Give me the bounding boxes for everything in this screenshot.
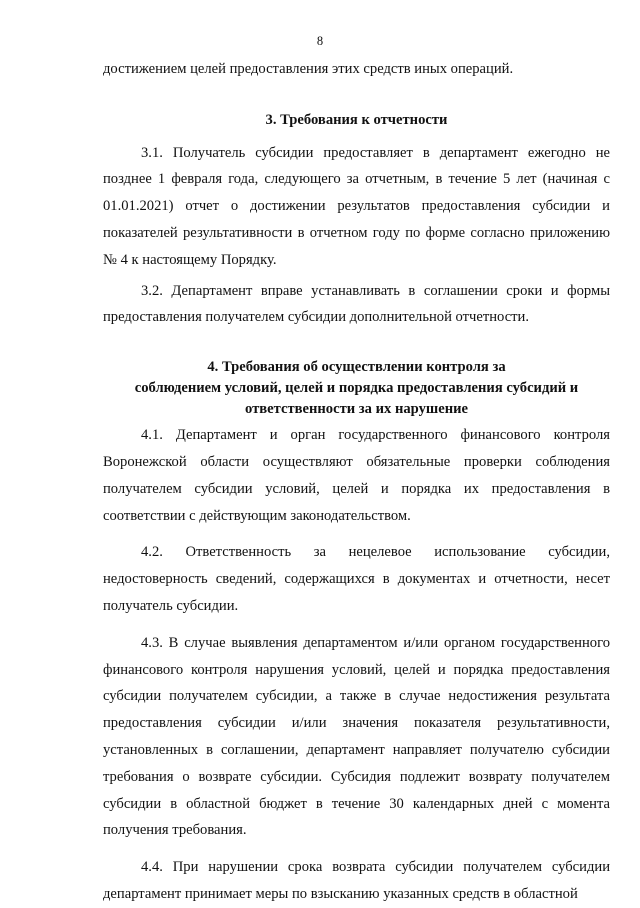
- section-3-heading: 3. Требования к отчетности: [265, 111, 448, 128]
- section-4-heading-line-2: соблюдением условий, целей и порядка предоставления субсидий и: [134, 380, 579, 397]
- section-4-heading: [103, 357, 610, 420]
- section-4-heading-line-1: 4. Требования об осуществлении контроля за: [207, 359, 506, 376]
- paragraph-3-2: 3.2. Департамент вправе устанавливать в соглашении сроки и формы предоставления получателем субсидии дополнительной отчетности.: [103, 282, 610, 326]
- page-number: 8: [316, 34, 324, 48]
- section-4-heading-line-3: ответственности за их нарушение: [245, 401, 468, 418]
- paragraph-4-3: 4.3. В случае выявления департаментом и/или органом государственного финансового контроля нарушения условий, целей и порядка предоставления субсидии получателем субсидии, а также в случае недостижения результата предоставления субсидии и/или значения показателя результативности, установленных в соглашении, департамент направляет получателю субсидии требования о возврате субсидии. Субсидия подлежит возврату получателем субсидии в областной бюджет в течение 30 календарных дней с момента получения требования.: [103, 634, 610, 839]
- paragraph-4-2: 4.2. Ответственность за нецелевое использование субсидии, недостоверность сведений, содержащихся в документах и отчетности, несет получатель субсидии.: [103, 544, 610, 614]
- paragraph-intro: достижением целей предоставления этих средств иных операций.: [103, 61, 514, 77]
- paragraph-3-1: 3.1. Получатель субсидии предоставляет в департамент ежегодно не позднее 1 февраля года, следующего за отчетным, в течение 5 лет (начиная с 01.01.2021) отчет о достижении результатов предоставления субсидии и показателей результативности в отчетном году по форме согласно приложению № 4 к настоящему Порядку.: [103, 144, 610, 268]
- document-body: [103, 56, 610, 908]
- paragraph-4-1: 4.1. Департамент и орган государственного финансового контроля Воронежской области осуществляют обязательные проверки соблюдения получателем субсидии условий, целей и порядка их предоставления в соответствии с действующим законодательством.: [103, 427, 610, 524]
- paragraph-4-4: 4.4. При нарушении срока возврата субсидии получателем субсидии департамент принимает меры по взысканию указанных средств в областной: [103, 859, 610, 902]
